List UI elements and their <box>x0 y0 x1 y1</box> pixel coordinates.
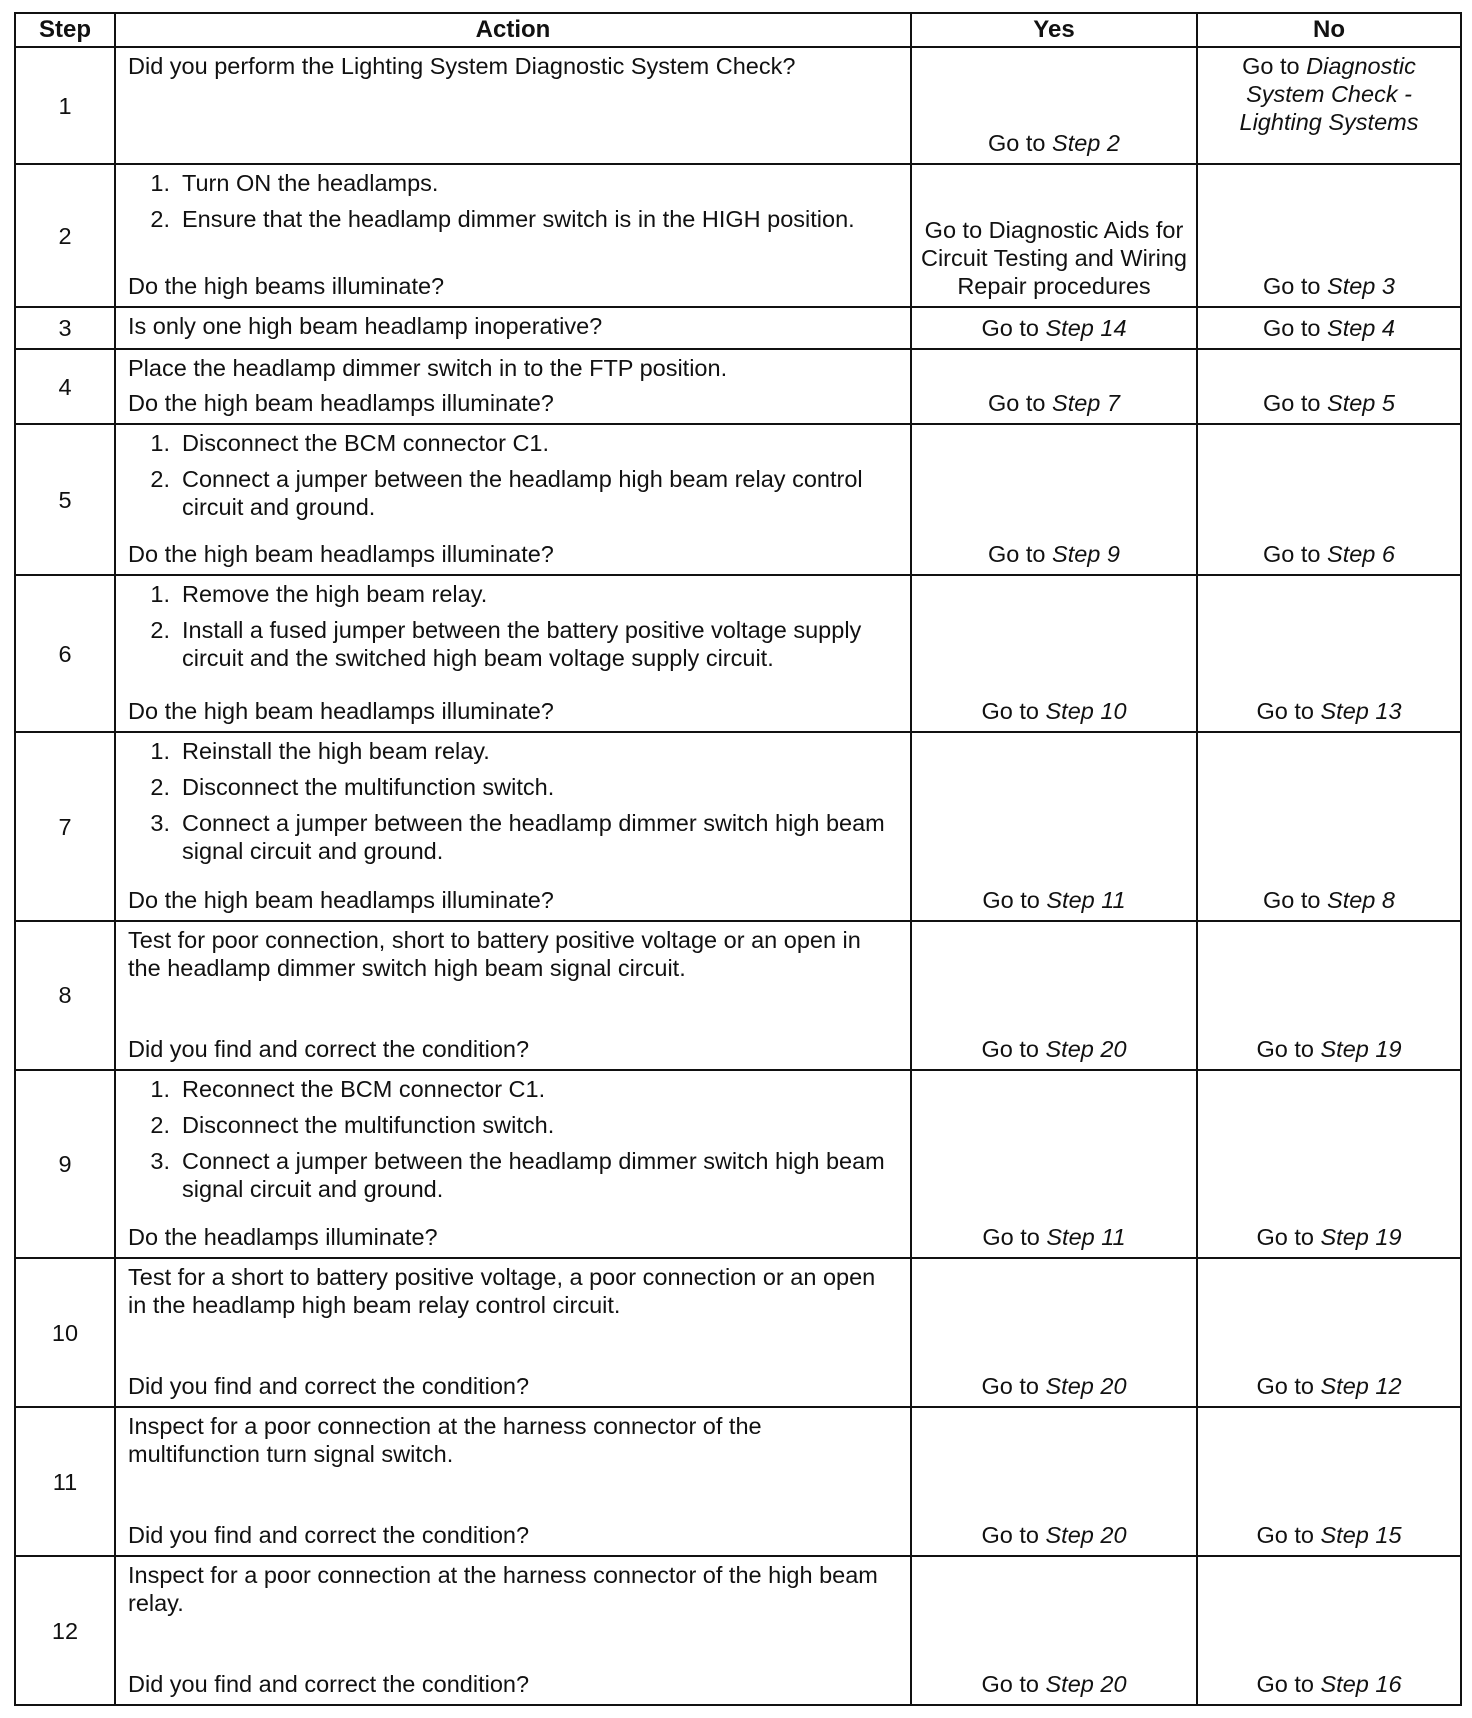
table-row <box>15 732 1461 921</box>
table-row <box>15 921 1461 1070</box>
action-cell <box>115 307 911 349</box>
list-item-text: Reinstall the high beam relay. <box>182 738 490 765</box>
list-item-number: 2. <box>150 206 170 233</box>
yes-prefix: Go to <box>988 541 1053 568</box>
yes-prefix: Go to <box>988 130 1053 157</box>
yes-prefix: Go to <box>981 314 1046 341</box>
no-step-reference[interactable]: Step 4 <box>1327 314 1395 341</box>
action-question: Do the high beams illuminate? <box>128 272 445 299</box>
table-row <box>15 349 1461 424</box>
yes-step-reference[interactable]: Step 14 <box>1045 314 1127 341</box>
no-step-reference[interactable]: Step 19 <box>1320 1035 1402 1062</box>
header-yes: Yes <box>911 13 1197 47</box>
yes-step-reference[interactable]: Step 20 <box>1045 1522 1127 1549</box>
no-step-reference[interactable]: Step 12 <box>1320 1373 1402 1400</box>
list-item-number: 1. <box>150 170 170 197</box>
yes-prefix: Go to <box>988 390 1053 417</box>
no-prefix: Go to <box>1256 1671 1321 1697</box>
action-cell <box>115 732 911 921</box>
yes-step-reference[interactable]: Step 9 <box>1052 541 1120 568</box>
no-step-reference[interactable]: Step 8 <box>1327 887 1395 914</box>
no-cell <box>1197 1070 1461 1259</box>
header-step: Step <box>15 13 115 47</box>
action-question: Did you find and correct the condition? <box>128 1522 530 1549</box>
yes-cell <box>911 921 1197 1070</box>
action-text: Inspect for a poor connection at the harness connector of the high beam relay. <box>128 1562 878 1617</box>
step-number: 2 <box>15 164 115 307</box>
yes-cell <box>911 424 1197 575</box>
step-number: 1 <box>15 47 115 164</box>
no-cell <box>1197 349 1461 424</box>
action-cell <box>115 575 911 732</box>
action-cell <box>115 1070 911 1259</box>
list-item <box>128 1147 898 1203</box>
no-cell <box>1197 164 1461 307</box>
no-cell <box>1197 47 1461 164</box>
no-prefix: Go to <box>1256 1373 1321 1400</box>
table-row <box>15 164 1461 307</box>
step-number: 10 <box>15 1258 115 1407</box>
list-item <box>128 1111 898 1139</box>
yes-step-reference[interactable]: Step 20 <box>1045 1671 1127 1697</box>
step-number: 6 <box>15 575 115 732</box>
action-steps-list <box>128 580 898 672</box>
yes-step-reference[interactable]: Step 11 <box>1046 887 1126 914</box>
no-cell <box>1197 921 1461 1070</box>
no-prefix: Go to <box>1263 314 1328 341</box>
yes-cell <box>911 1407 1197 1556</box>
yes-prefix: Go to <box>981 1373 1046 1400</box>
no-step-reference[interactable]: Diagnostic System Check - Lighting Systems <box>1239 53 1419 135</box>
no-prefix: Go to <box>1242 53 1307 79</box>
action-question: Do the high beam headlamps illuminate? <box>128 698 554 725</box>
step-number: 3 <box>15 307 115 349</box>
list-item <box>128 1075 898 1103</box>
action-question: Do the headlamps illuminate? <box>128 1224 438 1251</box>
no-step-reference[interactable]: Step 19 <box>1320 1224 1402 1251</box>
step-number: 5 <box>15 424 115 575</box>
no-cell <box>1197 732 1461 921</box>
action-question: Do the high beam headlamps illuminate? <box>128 887 554 914</box>
list-item-text: Connect a jumper between the headlamp high beam relay control circuit and ground. <box>182 466 863 521</box>
action-cell <box>115 1407 911 1556</box>
yes-step-reference[interactable]: Step 7 <box>1052 390 1120 417</box>
action-text: Inspect for a poor connection at the harness connector of the multifunction turn signal switch. <box>128 1413 762 1468</box>
yes-prefix: Go to <box>981 1671 1046 1697</box>
yes-cell <box>911 1556 1197 1705</box>
action-text: Did you perform the Lighting System Diagnostic System Check? <box>128 53 796 79</box>
list-item-number: 1. <box>150 430 170 457</box>
yes-cell <box>911 732 1197 921</box>
action-question: Do the high beam headlamps illuminate? <box>128 390 554 417</box>
list-item-text: Ensure that the headlamp dimmer switch is in the HIGH position. <box>182 206 855 233</box>
header-action: Action <box>115 13 911 47</box>
yes-prefix: Go to <box>982 1224 1047 1251</box>
list-item-number: 2. <box>150 774 170 801</box>
no-step-reference[interactable]: Step 15 <box>1320 1522 1402 1549</box>
table-row <box>15 47 1461 164</box>
no-prefix: Go to <box>1263 887 1328 914</box>
list-item-number: 2. <box>150 617 170 644</box>
list-item <box>128 169 898 197</box>
list-item-number: 1. <box>150 1075 170 1102</box>
action-steps-list <box>128 429 898 521</box>
action-cell <box>115 1556 911 1705</box>
list-item-text: Install a fused jumper between the battery positive voltage supply circuit and the switched high beam voltage supply circuit. <box>182 617 862 672</box>
no-prefix: Go to <box>1263 390 1328 417</box>
list-item <box>128 737 898 765</box>
list-item <box>128 809 898 865</box>
list-item-number: 2. <box>150 1111 170 1138</box>
step-number: 12 <box>15 1556 115 1705</box>
no-cell <box>1197 307 1461 349</box>
no-step-reference[interactable]: Step 3 <box>1327 272 1395 299</box>
yes-step-reference[interactable]: Step 2 <box>1052 130 1120 157</box>
table-body <box>15 47 1461 1705</box>
no-step-reference[interactable]: Step 6 <box>1327 541 1395 568</box>
diagnostic-table <box>14 12 1462 1706</box>
action-text: Test for poor connection, short to battery positive voltage or an open in the headlamp dimmer switch high beam signal circuit. <box>128 927 861 982</box>
yes-prefix: Go to <box>982 887 1047 914</box>
list-item <box>128 580 898 608</box>
list-item-number: 1. <box>150 581 170 608</box>
no-prefix: Go to <box>1256 1035 1321 1062</box>
action-question: Do the high beam headlamps illuminate? <box>128 541 554 568</box>
no-step-reference[interactable]: Step 16 <box>1320 1671 1402 1697</box>
no-step-reference[interactable]: Step 5 <box>1327 390 1395 417</box>
action-question: Did you find and correct the condition? <box>128 1373 530 1400</box>
list-item-text: Remove the high beam relay. <box>182 581 488 608</box>
list-item-number: 1. <box>150 738 170 765</box>
yes-step-reference[interactable]: Step 11 <box>1046 1224 1126 1251</box>
action-text: Place the headlamp dimmer switch in to the FTP position. <box>128 354 728 381</box>
action-cell <box>115 349 911 424</box>
action-text: Test for a short to battery positive voltage, a poor connection or an open in the headlamp high beam relay control circuit. <box>128 1264 876 1319</box>
action-steps-list <box>128 737 898 865</box>
yes-step-reference[interactable]: Step 10 <box>1045 698 1127 725</box>
yes-prefix: Go to <box>981 1522 1046 1549</box>
list-item-text: Connect a jumper between the headlamp dimmer switch high beam signal circuit and ground. <box>182 1147 885 1202</box>
action-steps-list <box>128 169 898 233</box>
action-steps-list <box>128 1075 898 1203</box>
yes-cell <box>911 349 1197 424</box>
list-item <box>128 616 898 672</box>
table-row <box>15 575 1461 732</box>
action-question: Did you find and correct the condition? <box>128 1035 530 1062</box>
yes-step-reference[interactable]: Step 20 <box>1045 1373 1127 1400</box>
action-cell <box>115 424 911 575</box>
list-item <box>128 773 898 801</box>
yes-cell <box>911 307 1197 349</box>
step-number: 9 <box>15 1070 115 1259</box>
list-item-text: Connect a jumper between the headlamp dimmer switch high beam signal circuit and ground. <box>182 810 885 865</box>
no-cell <box>1197 1258 1461 1407</box>
step-number: 8 <box>15 921 115 1070</box>
step-number: 4 <box>15 349 115 424</box>
table-row <box>15 1258 1461 1407</box>
list-item-text: Disconnect the multifunction switch. <box>182 1111 555 1138</box>
no-prefix: Go to <box>1256 1224 1321 1251</box>
action-cell <box>115 1258 911 1407</box>
no-step-reference[interactable]: Step 13 <box>1320 698 1402 725</box>
no-prefix: Go to <box>1263 541 1328 568</box>
list-item <box>128 205 898 233</box>
yes-prefix: Go to <box>981 698 1046 725</box>
no-cell <box>1197 1407 1461 1556</box>
yes-prefix: Go to Diagnostic Aids for Circuit Testing and Wiring Repair procedures <box>920 216 1194 299</box>
list-item <box>128 465 898 521</box>
list-item-number: 3. <box>150 810 170 837</box>
table-row <box>15 307 1461 349</box>
list-item <box>128 429 898 457</box>
list-item-text: Turn ON the headlamps. <box>182 170 439 197</box>
no-cell <box>1197 424 1461 575</box>
step-number: 7 <box>15 732 115 921</box>
list-item-text: Disconnect the multifunction switch. <box>182 774 555 801</box>
no-cell <box>1197 1556 1461 1705</box>
list-item-text: Reconnect the BCM connector C1. <box>182 1075 546 1102</box>
no-cell <box>1197 575 1461 732</box>
action-question: Did you find and correct the condition? <box>128 1671 530 1697</box>
table-row <box>15 1070 1461 1259</box>
step-number: 11 <box>15 1407 115 1556</box>
list-item-number: 3. <box>150 1147 170 1174</box>
action-cell <box>115 921 911 1070</box>
table-row <box>15 1407 1461 1556</box>
action-cell <box>115 164 911 307</box>
list-item-number: 2. <box>150 466 170 493</box>
no-prefix: Go to <box>1256 698 1321 725</box>
yes-prefix: Go to <box>981 1035 1046 1062</box>
yes-cell <box>911 1070 1197 1259</box>
no-prefix: Go to <box>1256 1522 1321 1549</box>
yes-cell <box>911 47 1197 164</box>
header-no: No <box>1197 13 1461 47</box>
no-prefix: Go to <box>1263 272 1328 299</box>
table-row <box>15 424 1461 575</box>
list-item-text: Disconnect the BCM connector C1. <box>182 430 550 457</box>
table-row <box>15 1556 1461 1705</box>
yes-cell <box>911 575 1197 732</box>
yes-step-reference[interactable]: Step 20 <box>1045 1035 1127 1062</box>
yes-cell <box>911 1258 1197 1407</box>
table-header-row <box>15 13 1461 47</box>
yes-cell <box>911 164 1197 307</box>
action-text: Is only one high beam headlamp inoperative? <box>128 312 603 339</box>
action-cell <box>115 47 911 164</box>
